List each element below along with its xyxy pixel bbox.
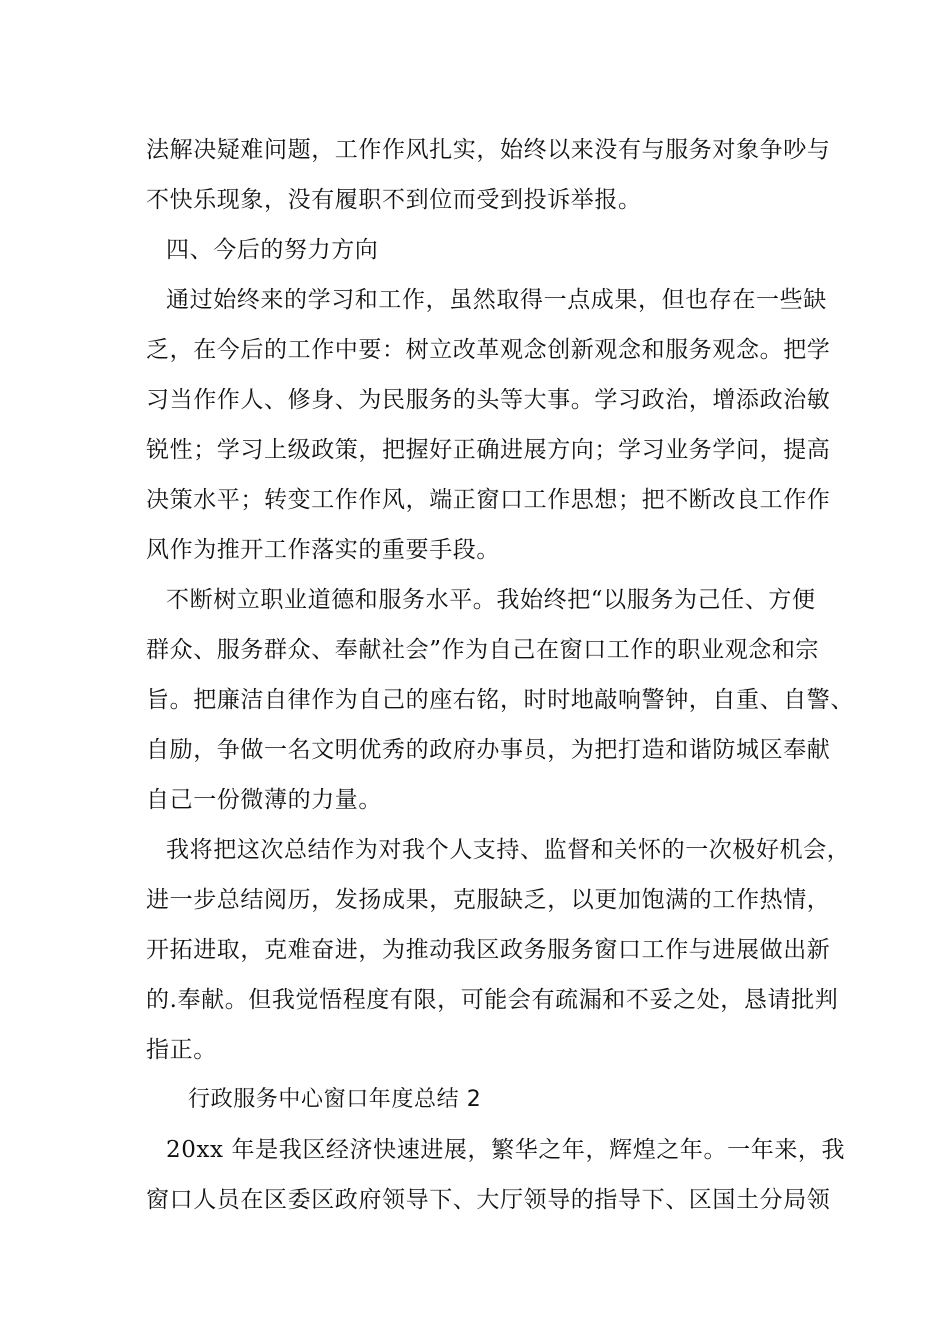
paragraph-line: 法解决疑难问题，工作作风扎实，始终以来没有与服务对象争吵与: [146, 137, 831, 163]
paragraph-line: 旨。把廉洁自律作为自己的座右铭，时时地敲响警钟，自重、自警、: [146, 687, 854, 713]
paragraph-line: 群众、服务群众、奉献社会”作为自己在窗口工作的职业观念和宗: [146, 637, 820, 663]
paragraph-line: 决策水平；转变工作作风，端正窗口工作思想；把不断改良工作作: [146, 487, 831, 513]
paragraph-line: 乏，在今后的工作中要：树立改革观念创新观念和服务观念。把学: [146, 337, 831, 363]
paragraph-line: 通过始终来的学习和工作，虽然取得一点成果，但也存在一些缺: [166, 287, 827, 313]
paragraph-line: 我将把这次总结作为对我个人支持、监督和关怀的一次极好机会，: [166, 837, 851, 863]
paragraph-line: 指正。: [146, 1037, 217, 1063]
paragraph-line: 开拓进取，克难奋进，为推动我区政务服务窗口工作与进展做出新: [146, 937, 831, 963]
paragraph-line: 习当作作人、修身、为民服务的头等大事。学习政治，增添政治敏: [146, 387, 831, 413]
paragraph-line: 20xx 年是我区经济快速进展，繁华之年，辉煌之年。一年来，我: [166, 1137, 846, 1163]
section-title: 行政服务中心窗口年度总结 2: [188, 1087, 482, 1112]
section-heading: 四、今后的努力方向: [166, 237, 379, 263]
paragraph-line: 风作为推开工作落实的重要手段。: [146, 537, 500, 563]
paragraph-line: 进一步总结阅历，发扬成果，克服缺乏，以更加饱满的工作热情，: [146, 887, 831, 913]
paragraph-line: 的.奉献。但我觉悟程度有限，可能会有疏漏和不妥之处，恳请批判: [146, 987, 839, 1013]
paragraph-line: 自励，争做一名文明优秀的政府办事员，为把打造和谐防城区奉献: [146, 737, 831, 763]
paragraph-line: 锐性；学习上级政策，把握好正确进展方向；学习业务学问，提高: [146, 437, 831, 463]
paragraph-line: 自己一份微薄的力量。: [146, 787, 382, 813]
paragraph-line: 不断树立职业道德和服务水平。我始终把“以服务为己任、方便: [166, 587, 816, 613]
paragraph-line: 窗口人员在区委区政府领导下、大厅领导的指导下、区国土分局领: [146, 1187, 831, 1213]
paragraph-line: 不快乐现象，没有履职不到位而受到投诉举报。: [146, 187, 642, 213]
